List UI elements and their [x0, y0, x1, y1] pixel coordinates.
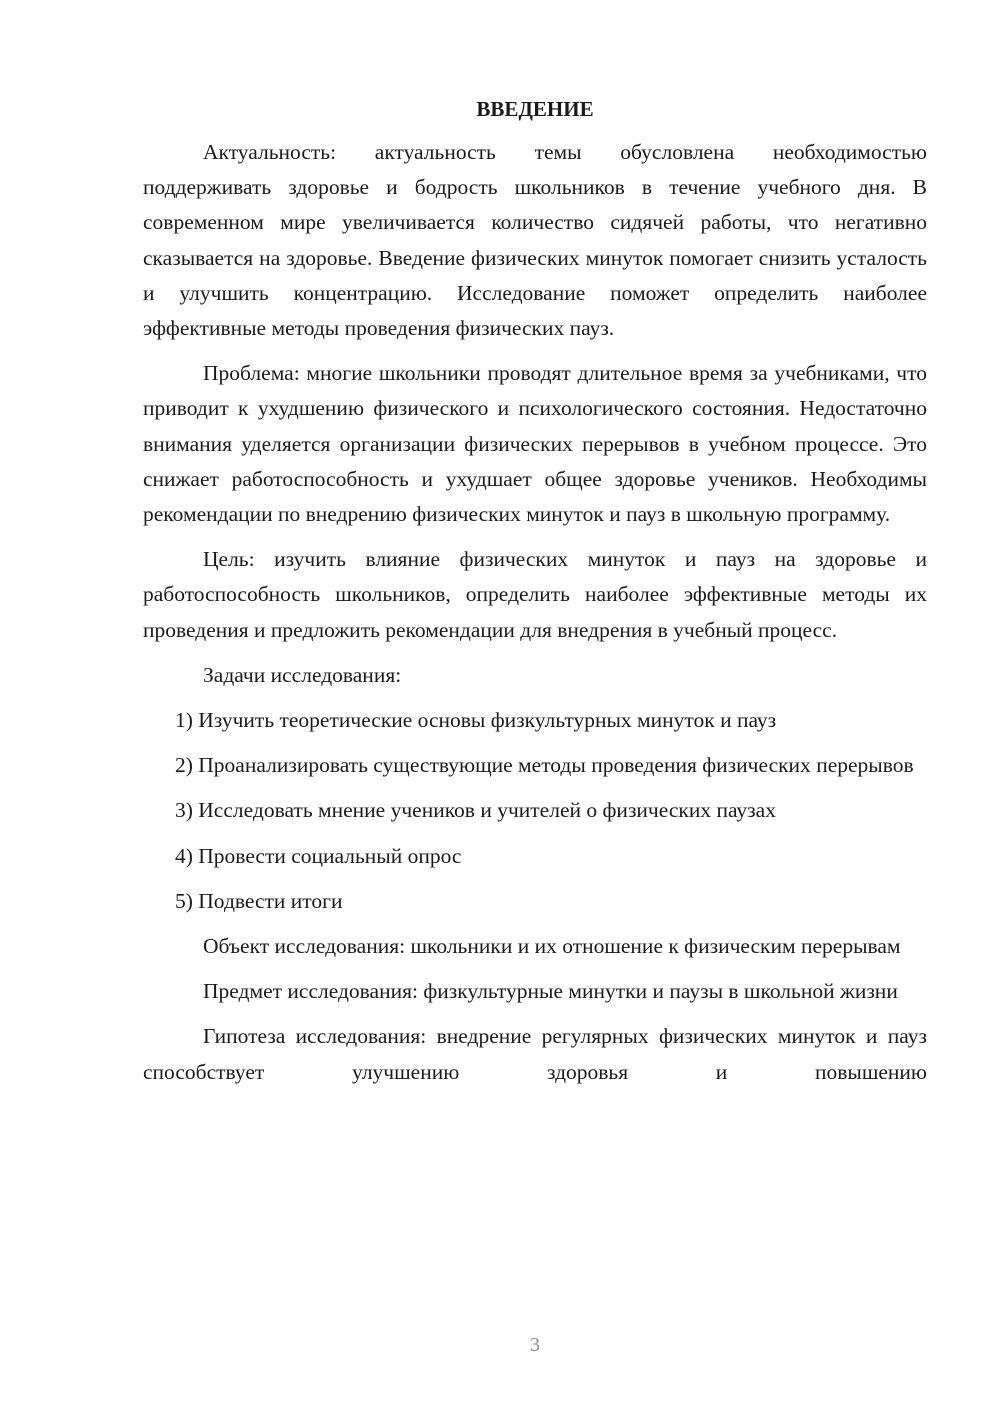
list-item: 3) Исследовать мнение учеников и учителей о физических паузах [175, 798, 776, 823]
section-heading: ВВЕДЕНИЕ [476, 97, 594, 121]
subject-paragraph: Предмет исследования: физкультурные минутки и паузы в школьной жизни [203, 979, 898, 1004]
problem-paragraph: Проблема: многие школьники проводят длительное время за учебниками, что приводит к ухудшению физического и психологического состояния. Недостаточно внимания уделяется организации физических перерывов в учебном процессе. Это снижает работоспособность и ухудшает общее здоровье учеников. Необходимы рекомендации по внедрению физических минуток и пауз в школьную программу. [143, 361, 927, 527]
tasks-list [143, 703, 927, 919]
relevance-paragraph: Актуальность: актуальность темы обусловлена необходимостью поддерживать здоровье и бодрость школьников в течение учебного дня. В современном мире увеличивается количество сидячей работы, что негативно сказывается на здоровье. Введение физических минуток помогает снизить усталость и улучшить концентрацию. Исследование поможет определить наиболее эффективные методы проведения физических пауз. [143, 140, 927, 341]
list-item: 5) Подвести итоги [175, 888, 343, 913]
page-body [143, 92, 927, 1100]
page-number: 3 [530, 1334, 540, 1356]
goal-paragraph: Цель: изучить влияние физических минуток и пауз на здоровье и работоспособность школьников, определить наиболее эффективные методы их проведения и предложить рекомендации для внедрения в учебный процесс. [143, 547, 927, 642]
tasks-heading: Задачи исследования: [203, 662, 402, 687]
hypothesis-paragraph: Гипотеза исследования: внедрение регулярных физических минуток и пауз способствует улучшению здоровья и повышению [143, 1024, 927, 1084]
list-item: 1) Изучить теоретические основы физкультурных минуток и пауз [175, 708, 777, 733]
object-paragraph: Объект исследования: школьники и их отношение к физическим перерывам [203, 934, 901, 959]
list-item: 4) Провести социальный опрос [175, 843, 462, 868]
list-item: 2) Проанализировать существующие методы проведения физических перерывов [175, 753, 914, 778]
